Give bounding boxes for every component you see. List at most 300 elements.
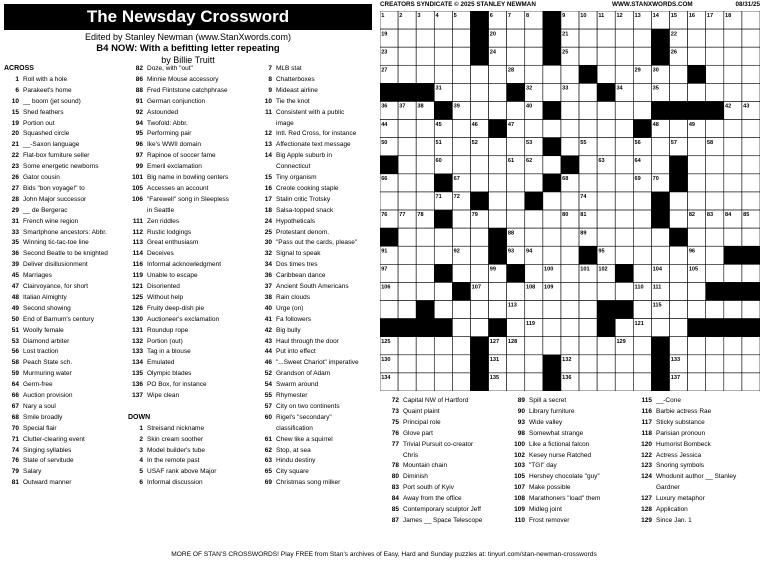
grid-cell[interactable] [416,246,434,264]
clue-item[interactable] [257,206,333,217]
grid-cell[interactable] [470,101,488,119]
clue-item[interactable] [4,293,67,304]
grid-cell[interactable] [688,228,706,246]
grid-cell[interactable] [670,192,688,210]
clue-item[interactable] [637,429,705,440]
grid-cell[interactable] [724,264,742,282]
grid-cell[interactable] [615,156,633,174]
clue-item[interactable] [4,119,54,130]
grid-cell[interactable] [724,156,742,174]
clue-item[interactable] [510,440,589,451]
grid-cell[interactable] [579,120,597,138]
grid-cell[interactable] [724,65,742,83]
clue-item[interactable] [4,86,72,97]
clue-item[interactable] [4,140,79,151]
clue-item[interactable] [128,424,204,435]
clue-item[interactable] [128,108,178,119]
grid-cell[interactable] [507,138,525,156]
clue-item[interactable] [128,293,183,304]
grid-cell[interactable] [416,29,434,47]
grid-cell[interactable] [398,138,416,156]
grid-cell[interactable] [489,138,507,156]
clue-item[interactable] [257,435,333,446]
clue-item[interactable] [4,435,85,446]
grid-cell[interactable] [452,47,470,65]
clue-item[interactable] [128,64,193,75]
clue-item[interactable] [128,326,188,337]
grid-cell[interactable] [416,282,434,300]
grid-cell[interactable] [398,47,416,65]
grid-cell[interactable] [633,301,651,319]
grid-cell[interactable] [398,29,416,47]
grid-cell[interactable] [398,373,416,391]
clue-item[interactable] [4,446,71,457]
grid-cell[interactable] [452,337,470,355]
clue-item[interactable] [510,396,566,407]
grid-cell[interactable] [398,337,416,355]
grid-cell[interactable] [416,373,434,391]
grid-cell[interactable] [434,282,452,300]
clue-item[interactable] [384,440,473,451]
grid-cell[interactable] [452,156,470,174]
grid-cell[interactable] [525,65,543,83]
grid-cell[interactable] [398,120,416,138]
grid-cell[interactable] [507,47,525,65]
grid-cell[interactable] [543,319,561,337]
grid-cell[interactable] [688,373,706,391]
grid-cell[interactable] [670,319,688,337]
grid-cell[interactable] [706,301,724,319]
grid-cell[interactable] [434,337,452,355]
clue-item[interactable] [637,407,711,418]
grid-cell[interactable] [706,337,724,355]
grid-cell[interactable] [615,373,633,391]
grid-cell[interactable] [742,355,760,373]
grid-cell[interactable] [561,282,579,300]
clue-item[interactable] [257,369,330,380]
clue-item[interactable] [257,86,318,97]
clue-item[interactable] [637,451,701,462]
grid-cell[interactable] [688,337,706,355]
grid-cell[interactable] [470,174,488,192]
clue-item[interactable] [257,391,307,402]
grid-cell[interactable] [706,264,724,282]
grid-cell[interactable] [597,192,615,210]
grid-cell[interactable] [543,65,561,83]
clue-item[interactable] [4,129,69,140]
clue-item[interactable] [637,418,705,429]
clue-item[interactable] [128,162,202,173]
grid-cell[interactable] [688,83,706,101]
grid-cell[interactable] [470,228,488,246]
grid-cell[interactable] [706,228,724,246]
grid-cell[interactable] [416,47,434,65]
grid-cell[interactable] [579,156,597,174]
grid-cell[interactable] [543,83,561,101]
clue-item[interactable] [637,461,704,472]
clue-item[interactable] [257,402,340,413]
grid-cell[interactable] [633,246,651,264]
clue-item[interactable] [4,151,89,162]
grid-cell[interactable] [525,174,543,192]
grid-cell[interactable] [597,174,615,192]
grid-cell[interactable] [688,301,706,319]
grid-cell[interactable] [742,337,760,355]
grid-cell[interactable] [398,65,416,83]
grid-cell[interactable] [507,319,525,337]
clue-item[interactable] [128,86,228,97]
grid-cell[interactable] [561,246,579,264]
clue-item[interactable] [510,516,569,527]
grid-cell[interactable] [489,192,507,210]
grid-cell[interactable] [416,355,434,373]
clue-item[interactable] [4,326,64,337]
clue-item[interactable] [128,271,198,282]
grid-cell[interactable] [398,228,416,246]
clue-item[interactable] [384,396,468,407]
clue-item[interactable] [4,467,41,478]
grid-cell[interactable] [688,174,706,192]
grid-cell[interactable] [489,210,507,228]
clue-item[interactable] [257,478,340,489]
clue-item[interactable] [257,173,317,184]
clue-item[interactable] [128,380,207,391]
grid-cell[interactable] [543,337,561,355]
grid-cell[interactable] [398,301,416,319]
clue-item[interactable] [257,184,339,195]
clue-item[interactable] [4,402,56,413]
clue-item[interactable] [257,97,310,108]
clue-item[interactable] [510,451,591,462]
grid-cell[interactable] [742,373,760,391]
clue-item[interactable] [510,429,583,440]
grid-cell[interactable] [688,47,706,65]
grid-cell[interactable] [742,156,760,174]
grid-cell[interactable] [742,174,760,192]
grid-cell[interactable] [489,83,507,101]
grid-cell[interactable] [724,174,742,192]
grid-cell[interactable] [579,282,597,300]
clue-item[interactable] [4,456,74,467]
grid-cell[interactable] [579,319,597,337]
grid-cell[interactable] [615,246,633,264]
grid-cell[interactable] [724,29,742,47]
grid-cell[interactable] [579,301,597,319]
clue-item[interactable] [128,304,204,315]
grid-cell[interactable] [724,373,742,391]
grid-cell[interactable] [398,246,416,264]
clue-item[interactable] [384,483,454,494]
grid-cell[interactable] [670,83,688,101]
grid-cell[interactable] [398,282,416,300]
clue-item[interactable] [257,315,311,326]
grid-cell[interactable] [470,246,488,264]
grid-cell[interactable] [561,65,579,83]
clue-item[interactable] [637,396,681,407]
clue-item[interactable] [128,347,191,358]
clue-item[interactable] [4,478,71,489]
grid-cell[interactable] [742,138,760,156]
grid-cell[interactable] [724,47,742,65]
clue-item[interactable] [257,293,310,304]
grid-cell[interactable] [615,192,633,210]
grid-cell[interactable] [597,47,615,65]
grid-cell[interactable] [633,210,651,228]
grid-cell[interactable] [416,192,434,210]
grid-cell[interactable] [706,120,724,138]
grid-cell[interactable] [452,373,470,391]
clue-item[interactable] [257,195,330,206]
grid-cell[interactable] [543,228,561,246]
grid-cell[interactable] [579,83,597,101]
grid-cell[interactable] [706,174,724,192]
grid-cell[interactable] [724,83,742,101]
clue-item[interactable] [128,238,198,249]
grid-cell[interactable] [507,29,525,47]
clue-item[interactable] [4,391,73,402]
grid-cell[interactable] [597,101,615,119]
grid-cell[interactable] [452,301,470,319]
grid-cell[interactable] [380,192,398,210]
grid-cell[interactable] [706,246,724,264]
grid-cell[interactable] [615,319,633,337]
grid-cell[interactable] [561,264,579,282]
clue-item[interactable] [510,483,571,494]
grid-cell[interactable] [706,29,724,47]
grid-cell[interactable] [633,228,651,246]
clue-item[interactable] [4,358,72,369]
grid-cell[interactable] [615,210,633,228]
grid-cell[interactable] [597,282,615,300]
clue-item[interactable] [128,97,205,108]
grid-cell[interactable] [416,228,434,246]
clue-item[interactable] [4,228,107,239]
grid-cell[interactable] [525,301,543,319]
grid-cell[interactable] [525,47,543,65]
clue-item[interactable] [637,472,736,483]
grid-cell[interactable] [633,355,651,373]
clue-item[interactable] [4,347,58,358]
clue-item[interactable] [4,282,88,293]
grid-cell[interactable] [470,83,488,101]
grid-cell[interactable] [742,120,760,138]
clue-item[interactable] [257,260,318,271]
clue-item[interactable] [257,129,356,140]
clue-item[interactable] [128,369,191,380]
grid-cell[interactable] [398,192,416,210]
grid-cell[interactable] [452,65,470,83]
clue-item[interactable] [4,108,63,119]
grid-cell[interactable] [615,29,633,47]
grid-cell[interactable] [507,192,525,210]
grid-cell[interactable] [724,138,742,156]
grid-cell[interactable] [706,355,724,373]
grid-cell[interactable] [706,156,724,174]
grid-cell[interactable] [434,373,452,391]
clue-item[interactable] [128,140,201,151]
clue-item[interactable] [4,260,88,271]
clue-item[interactable] [128,75,219,86]
clue-item[interactable] [128,315,219,326]
grid-cell[interactable] [434,228,452,246]
clue-item[interactable] [4,97,81,108]
grid-cell[interactable] [688,282,706,300]
grid-cell[interactable] [615,101,633,119]
clue-item[interactable] [257,282,349,293]
clue-item[interactable] [4,162,99,173]
grid-cell[interactable] [742,301,760,319]
clue-item[interactable] [257,413,332,424]
clue-item[interactable] [4,337,69,348]
grid-cell[interactable] [452,138,470,156]
clue-item[interactable] [128,467,216,478]
grid-cell[interactable] [670,264,688,282]
clue-item[interactable] [510,494,600,505]
grid-cell[interactable] [670,301,688,319]
grid-cell[interactable] [561,337,579,355]
grid-cell[interactable] [597,138,615,156]
grid-cell[interactable] [651,228,669,246]
grid-cell[interactable] [543,210,561,228]
grid-cell[interactable] [452,83,470,101]
grid-cell[interactable] [543,192,561,210]
grid-cell[interactable] [525,264,543,282]
clue-item[interactable] [257,347,316,358]
grid-cell[interactable] [688,355,706,373]
clue-item[interactable] [257,217,315,228]
clue-item[interactable] [257,467,309,478]
grid-cell[interactable] [597,228,615,246]
grid-cell[interactable] [633,29,651,47]
clue-item[interactable] [128,337,183,348]
clue-item[interactable] [4,369,72,380]
crossword-grid[interactable] [380,11,760,391]
grid-cell[interactable] [416,337,434,355]
grid-cell[interactable] [670,337,688,355]
grid-cell[interactable] [416,264,434,282]
clue-item[interactable] [257,271,326,282]
clue-item[interactable] [257,140,351,151]
clue-item[interactable] [4,217,78,228]
grid-cell[interactable] [380,301,398,319]
grid-cell[interactable] [742,192,760,210]
grid-cell[interactable] [615,120,633,138]
grid-cell[interactable] [670,65,688,83]
grid-cell[interactable] [507,355,525,373]
grid-cell[interactable] [579,29,597,47]
clue-item[interactable] [128,446,205,457]
grid-cell[interactable] [416,138,434,156]
grid-cell[interactable] [416,65,434,83]
grid-cell[interactable] [742,29,760,47]
grid-cell[interactable] [615,355,633,373]
clue-item[interactable] [510,472,600,483]
clue-item[interactable] [128,478,203,489]
grid-cell[interactable] [688,138,706,156]
clue-item[interactable] [4,380,53,391]
grid-cell[interactable] [597,29,615,47]
clue-item[interactable] [128,173,228,184]
grid-cell[interactable] [452,355,470,373]
grid-cell[interactable] [525,337,543,355]
grid-cell[interactable] [507,210,525,228]
grid-cell[interactable] [615,65,633,83]
grid-cell[interactable] [398,355,416,373]
grid-cell[interactable] [507,174,525,192]
grid-cell[interactable] [561,120,579,138]
clue-item[interactable] [128,151,216,162]
clue-item[interactable] [4,173,60,184]
clue-item[interactable] [128,282,180,293]
grid-cell[interactable] [398,264,416,282]
grid-cell[interactable] [434,355,452,373]
clue-item[interactable] [128,195,229,206]
grid-cell[interactable] [579,355,597,373]
grid-cell[interactable] [525,120,543,138]
grid-cell[interactable] [633,83,651,101]
grid-cell[interactable] [706,83,724,101]
grid-cell[interactable] [706,373,724,391]
grid-cell[interactable] [633,192,651,210]
grid-cell[interactable] [434,29,452,47]
grid-cell[interactable] [489,282,507,300]
grid-cell[interactable] [742,228,760,246]
clue-item[interactable] [257,456,315,467]
grid-cell[interactable] [489,101,507,119]
grid-cell[interactable] [561,192,579,210]
grid-cell[interactable] [434,65,452,83]
grid-cell[interactable] [742,47,760,65]
grid-cell[interactable] [489,156,507,174]
grid-cell[interactable] [742,65,760,83]
grid-cell[interactable] [452,264,470,282]
clue-item[interactable] [510,461,557,472]
grid-cell[interactable] [670,282,688,300]
grid-cell[interactable] [525,210,543,228]
grid-cell[interactable] [452,210,470,228]
grid-cell[interactable] [597,210,615,228]
clue-item[interactable] [384,494,462,505]
clue-item[interactable] [128,228,191,239]
grid-cell[interactable] [724,192,742,210]
grid-cell[interactable] [561,301,579,319]
grid-cell[interactable] [561,228,579,246]
clue-item[interactable] [128,217,179,228]
clue-item[interactable] [128,119,188,130]
clue-item[interactable] [637,505,688,516]
grid-cell[interactable] [615,174,633,192]
grid-cell[interactable] [670,120,688,138]
clue-item[interactable] [4,238,89,249]
grid-cell[interactable] [525,373,543,391]
grid-cell[interactable] [579,47,597,65]
clue-item[interactable] [257,326,301,337]
clue-item[interactable] [257,108,344,119]
grid-cell[interactable] [742,83,760,101]
clue-item[interactable] [257,446,311,457]
grid-cell[interactable] [615,138,633,156]
clue-item[interactable] [128,129,191,140]
grid-cell[interactable] [670,246,688,264]
clue-item[interactable] [128,184,208,195]
grid-cell[interactable] [724,355,742,373]
clue-item[interactable] [384,472,428,483]
grid-cell[interactable] [416,156,434,174]
clue-item[interactable] [128,249,174,260]
clue-item[interactable] [4,271,52,282]
clue-item[interactable] [257,228,329,239]
clue-item[interactable] [257,238,357,249]
